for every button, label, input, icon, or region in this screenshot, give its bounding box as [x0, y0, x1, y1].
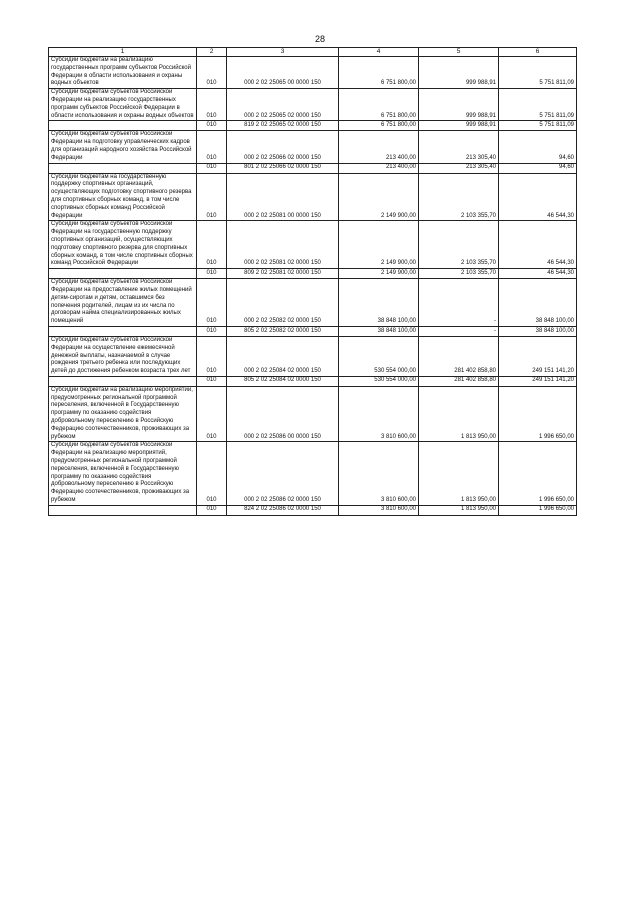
- budget-classification-code: 819 2 02 25065 02 0000 150: [227, 121, 339, 131]
- report-table: [48, 47, 577, 516]
- unexecuted-amount: 1 996 650,00: [499, 386, 577, 442]
- row-description: Субсидии бюджетам субъектов Российской Федерации на реализацию мероприятий, предусмотренных региональной программой переселения, включенной в Государственную программу по оказанию содействия добровольному переселению в Российскую Федерацию соотечественников, проживающих за рубежом: [49, 442, 197, 505]
- unexecuted-amount: 1 996 650,00: [499, 442, 577, 505]
- unexecuted-amount: 94,60: [499, 131, 577, 163]
- unexecuted-amount: 38 848 100,00: [499, 326, 577, 336]
- row-description: Субсидии бюджетам на реализацию государственных программ субъектов Российской Федерации в области использования и охраны водных объектов: [49, 57, 197, 89]
- approved-amount: 3 810 600,00: [339, 505, 419, 515]
- row-code: 010: [197, 269, 227, 279]
- executed-amount: 1 813 950,00: [419, 505, 499, 515]
- table-row: [49, 376, 577, 386]
- unexecuted-amount: 38 848 100,00: [499, 279, 577, 327]
- executed-amount: 999 988,91: [419, 57, 499, 89]
- budget-classification-code: 000 2 02 25082 02 0000 150: [227, 279, 339, 327]
- executed-amount: 281 402 858,80: [419, 376, 499, 386]
- table-row: [49, 269, 577, 279]
- executed-amount: 213 305,40: [419, 131, 499, 163]
- unexecuted-amount: 5 751 811,09: [499, 57, 577, 89]
- table-row: [49, 386, 577, 442]
- executed-amount: 999 988,91: [419, 121, 499, 131]
- column-header-row: [49, 48, 577, 57]
- row-code: 010: [197, 89, 227, 121]
- column-header: 6: [499, 48, 577, 57]
- row-code: 010: [197, 336, 227, 376]
- approved-amount: 38 848 100,00: [339, 279, 419, 327]
- column-header: 1: [49, 48, 197, 57]
- row-code: 010: [197, 121, 227, 131]
- table-row: [49, 173, 577, 221]
- executed-amount: 2 103 355,70: [419, 221, 499, 269]
- budget-classification-code: 000 2 02 25066 02 0000 150: [227, 131, 339, 163]
- approved-amount: 213 400,00: [339, 131, 419, 163]
- table-row: [49, 505, 577, 515]
- row-description: Субсидии бюджетам на реализацию мероприятий, предусмотренных региональной программой переселения, включенной в Государственную программу по оказанию содействия добровольному переселению в Российскую Федерацию соотечественников, проживающих за рубежом: [49, 386, 197, 442]
- budget-classification-code: 000 2 02 25084 02 0000 150: [227, 336, 339, 376]
- unexecuted-amount: 5 751 811,09: [499, 89, 577, 121]
- row-description: Субсидии бюджетам субъектов Российской Федерации на государственную поддержку спортивных организаций, осуществляющих подготовку спортивного резерва для спортивных сборных команд, в том числе спортивных сборных команд Российской Федерации: [49, 221, 197, 269]
- approved-amount: 3 810 600,00: [339, 442, 419, 505]
- approved-amount: 2 149 900,00: [339, 269, 419, 279]
- executed-amount: 281 402 858,80: [419, 336, 499, 376]
- table-row: [49, 163, 577, 173]
- budget-classification-code: 000 2 02 25065 00 0000 150: [227, 57, 339, 89]
- unexecuted-amount: 249 151 141,20: [499, 336, 577, 376]
- row-code: 010: [197, 376, 227, 386]
- unexecuted-amount: 249 151 141,20: [499, 376, 577, 386]
- row-description: Субсидии бюджетам субъектов Российской Федерации на реализацию государственных программ субъектов Российской Федерации в области использования и охраны водных объектов: [49, 89, 197, 121]
- empty-description-cell: [49, 121, 197, 131]
- row-code: 010: [197, 57, 227, 89]
- empty-description-cell: [49, 269, 197, 279]
- empty-description-cell: [49, 505, 197, 515]
- approved-amount: 3 810 600,00: [339, 386, 419, 442]
- unexecuted-amount: 46 544,30: [499, 269, 577, 279]
- budget-classification-code: 000 2 02 25065 02 0000 150: [227, 89, 339, 121]
- budget-classification-code: 824 2 02 25086 02 0000 150: [227, 505, 339, 515]
- row-description: Субсидии бюджетам субъектов Российской Федерации на осуществление ежемесячной денежной выплаты, назначаемой в случае рождения третьего ребенка или последующих детей до достижения ребенком возраста трех лет: [49, 336, 197, 376]
- approved-amount: 6 751 800,00: [339, 121, 419, 131]
- empty-description-cell: [49, 163, 197, 173]
- approved-amount: 38 848 100,00: [339, 326, 419, 336]
- budget-classification-code: 000 2 02 25081 02 0000 150: [227, 221, 339, 269]
- executed-amount: 2 103 355,70: [419, 173, 499, 221]
- budget-classification-code: 000 2 02 25086 02 0000 150: [227, 442, 339, 505]
- row-code: 010: [197, 163, 227, 173]
- approved-amount: 530 554 000,00: [339, 336, 419, 376]
- executed-amount: 999 988,91: [419, 89, 499, 121]
- unexecuted-amount: 94,60: [499, 163, 577, 173]
- row-code: 010: [197, 279, 227, 327]
- column-header: 4: [339, 48, 419, 57]
- table-row: [49, 326, 577, 336]
- executed-amount: 213 305,40: [419, 163, 499, 173]
- row-code: 010: [197, 221, 227, 269]
- table-row: [49, 221, 577, 269]
- row-code: 010: [197, 326, 227, 336]
- empty-description-cell: [49, 326, 197, 336]
- empty-description-cell: [49, 376, 197, 386]
- table-row: [49, 442, 577, 505]
- budget-classification-code: 000 2 02 25081 00 0000 150: [227, 173, 339, 221]
- approved-amount: 213 400,00: [339, 163, 419, 173]
- executed-amount: 1 813 950,00: [419, 386, 499, 442]
- row-code: 010: [197, 442, 227, 505]
- unexecuted-amount: 46 544,30: [499, 221, 577, 269]
- table-row: [49, 279, 577, 327]
- unexecuted-amount: 1 996 650,00: [499, 505, 577, 515]
- budget-classification-code: 805 2 02 25084 02 0000 150: [227, 376, 339, 386]
- approved-amount: 2 149 900,00: [339, 221, 419, 269]
- budget-classification-code: 801 2 02 25066 02 0000 150: [227, 163, 339, 173]
- table-row: [49, 131, 577, 163]
- row-description: Субсидии бюджетам субъектов Российской Федерации на подготовку управленческих кадров для организаций народного хозяйства Российской Федерации: [49, 131, 197, 163]
- budget-classification-code: 809 2 02 25081 02 0000 150: [227, 269, 339, 279]
- row-code: 010: [197, 386, 227, 442]
- column-header: 3: [227, 48, 339, 57]
- table-row: [49, 121, 577, 131]
- executed-amount: -: [419, 279, 499, 327]
- row-description: Субсидии бюджетам субъектов Российской Федерации на предоставление жилых помещений детям-сиротам и детям, оставшимся без попечения родителей, лицам из их числа по договорам найма специализированных жилых помещений: [49, 279, 197, 327]
- table-row: [49, 89, 577, 121]
- page-number: 28: [314, 34, 325, 44]
- row-code: 010: [197, 131, 227, 163]
- budget-classification-code: 000 2 02 25086 00 0000 150: [227, 386, 339, 442]
- approved-amount: 6 751 800,00: [339, 89, 419, 121]
- unexecuted-amount: 46 544,30: [499, 173, 577, 221]
- approved-amount: 6 751 800,00: [339, 57, 419, 89]
- column-header: 5: [419, 48, 499, 57]
- executed-amount: 1 813 950,00: [419, 442, 499, 505]
- budget-classification-code: 805 2 02 25082 02 0000 150: [227, 326, 339, 336]
- row-code: 010: [197, 173, 227, 221]
- column-header: 2: [197, 48, 227, 57]
- approved-amount: 530 554 000,00: [339, 376, 419, 386]
- row-description: Субсидии бюджетам на государственную поддержку спортивных организаций, осуществляющих подготовку спортивного резерва для спортивных сборных команд, в том числе спортивных сборных команд Российской Федерации: [49, 173, 197, 221]
- unexecuted-amount: 5 751 811,09: [499, 121, 577, 131]
- table-row: [49, 336, 577, 376]
- approved-amount: 2 149 900,00: [339, 173, 419, 221]
- row-code: 010: [197, 505, 227, 515]
- executed-amount: 2 103 355,70: [419, 269, 499, 279]
- table-row: [49, 57, 577, 89]
- executed-amount: -: [419, 326, 499, 336]
